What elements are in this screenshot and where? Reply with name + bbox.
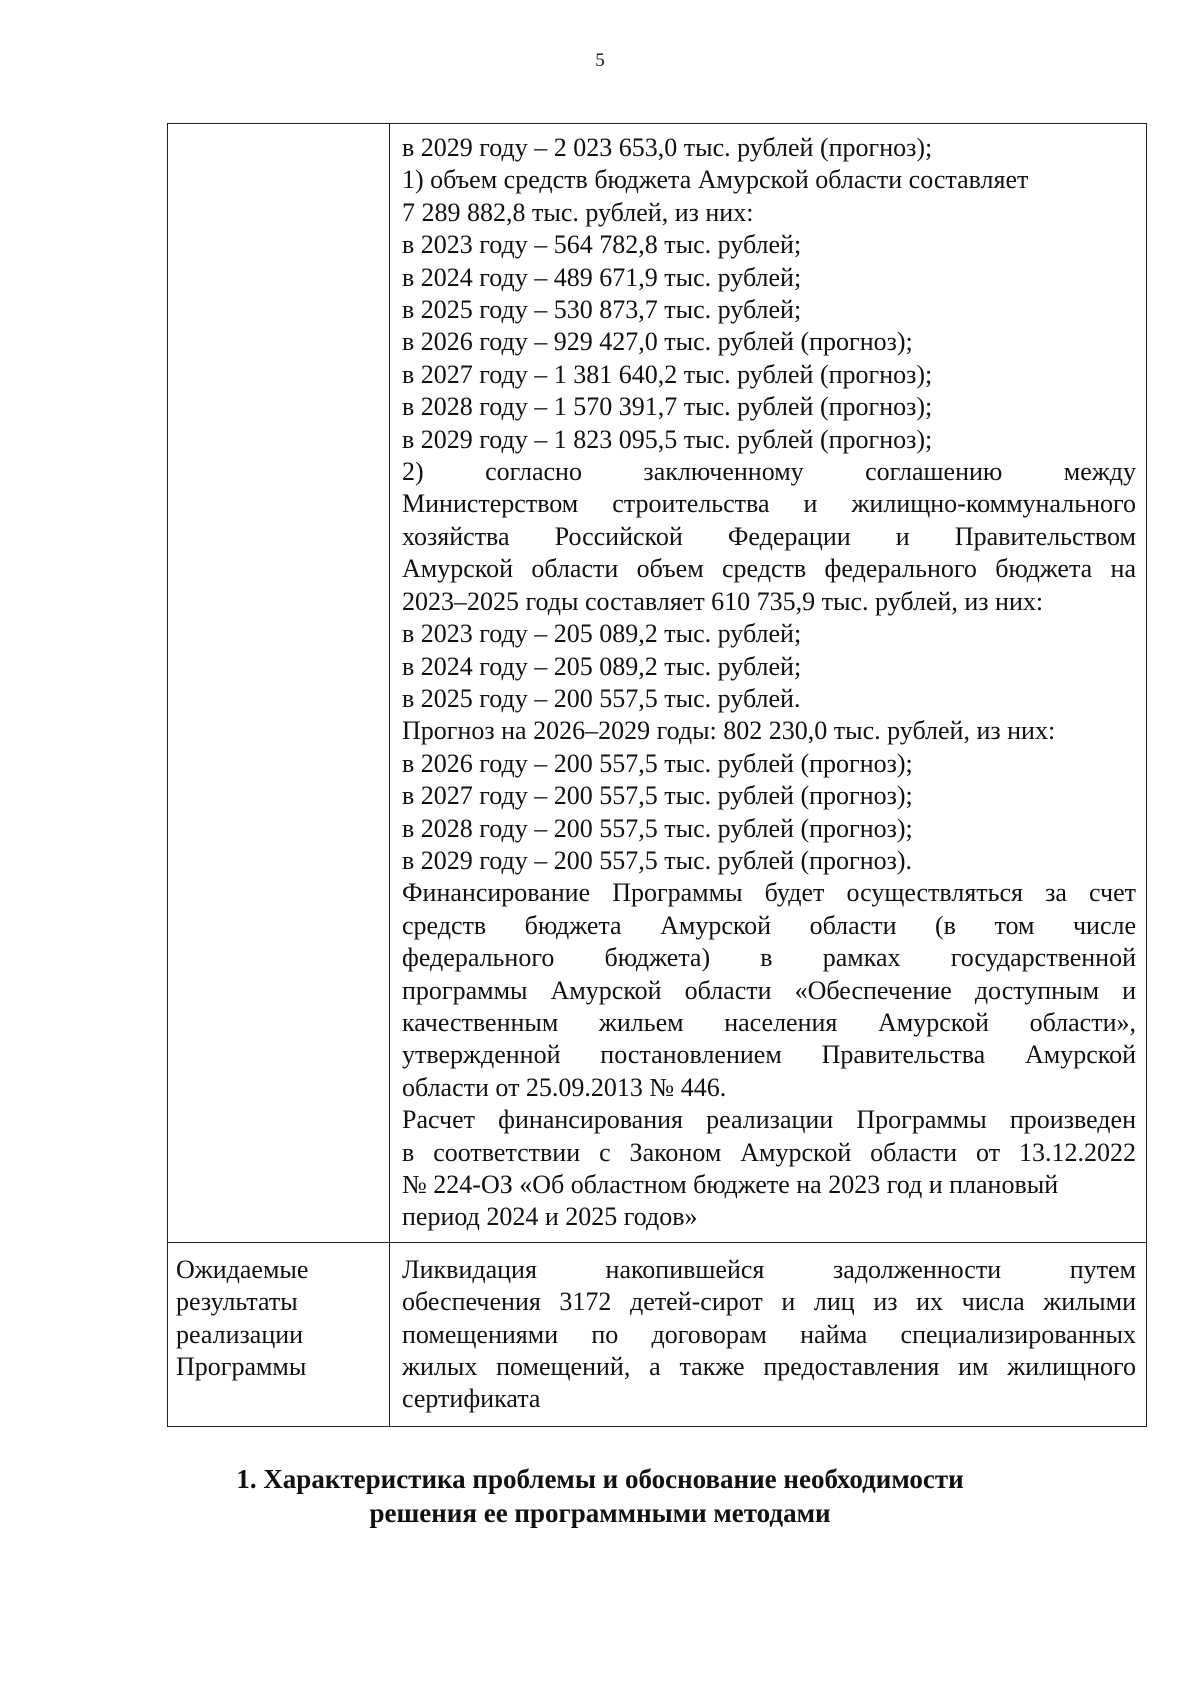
- passport-table: [167, 123, 1147, 1427]
- text-line: в 2024 году – 205 089,2 тыс. рублей;: [402, 651, 802, 681]
- text-line: Ликвидация накопившейся задолженности путем: [402, 1254, 1136, 1284]
- section-heading-line-1: 1. Характеристика проблемы и обоснование необходимости: [236, 1464, 964, 1494]
- label-line: Программы: [176, 1352, 307, 1382]
- text-line: в 2028 году – 200 557,5 тыс. рублей (прогноз);: [402, 813, 913, 843]
- text-line: в 2029 году – 1 823 095,5 тыс. рублей (прогноз);: [402, 424, 933, 454]
- text-line: 1) объем средств бюджета Амурской области составляет: [402, 165, 1029, 195]
- table-cell-label-expected-results: [168, 1242, 390, 1426]
- text-line: 7 289 882,8 тыс. рублей, из них:: [402, 197, 754, 227]
- text-line: качественным жильем населения Амурской области»,: [402, 1007, 1136, 1037]
- text-line: обеспечения 3172 детей-сирот и лиц из их числа жилыми: [402, 1287, 1136, 1317]
- text-line: Прогноз на 2026–2029 годы: 802 230,0 тыс. рублей, из них:: [402, 716, 1056, 746]
- label-line: Ожидаемые: [176, 1254, 309, 1284]
- text-line: Финансирование Программы будет осуществляться за счет: [402, 878, 1136, 908]
- text-line: в 2027 году – 200 557,5 тыс. рублей (прогноз);: [402, 781, 913, 811]
- text-line: программы Амурской области «Обеспечение доступным и: [402, 975, 1136, 1005]
- label-line: результаты: [176, 1287, 298, 1317]
- table-cell-expected-results-text: [390, 1242, 1147, 1426]
- text-line: помещениями по договорам найма специализированных: [402, 1319, 1136, 1349]
- section-heading: [0, 1462, 1200, 1530]
- table-row-expected-results: [168, 1242, 1147, 1426]
- text-line: 2) согласно заключенному соглашению между: [402, 457, 1136, 487]
- text-line: № 224-ОЗ «Об областном бюджете на 2023 год и плановый: [402, 1170, 1059, 1199]
- text-line: в 2028 году – 1 570 391,7 тыс. рублей (прогноз);: [402, 392, 933, 422]
- text-line: в 2025 году – 530 873,7 тыс. рублей;: [402, 295, 802, 325]
- text-line: в 2025 году – 200 557,5 тыс. рублей.: [402, 683, 801, 713]
- section-heading-line-2: решения ее программными методами: [369, 1498, 831, 1528]
- text-line: Расчет финансирования реализации Программы произведен: [402, 1105, 1136, 1135]
- text-line: в 2023 году – 564 782,8 тыс. рублей;: [402, 230, 802, 260]
- text-line: средств бюджета Амурской области (в том числе: [402, 910, 1136, 940]
- text-line: в 2023 году – 205 089,2 тыс. рублей;: [402, 619, 802, 649]
- text-line: период 2024 и 2025 годов»: [402, 1202, 698, 1232]
- table-row-funding: [168, 124, 1147, 1243]
- text-line: федерального бюджета) в рамках государственной: [402, 943, 1136, 973]
- text-line: в 2024 году – 489 671,9 тыс. рублей;: [402, 262, 802, 292]
- text-line: сертификата: [402, 1384, 541, 1414]
- table-cell-label-empty: [168, 124, 390, 1243]
- text-line: хозяйства Российской Федерации и Правительством: [402, 521, 1136, 551]
- text-line: в 2029 году – 200 557,5 тыс. рублей (прогноз).: [402, 845, 913, 875]
- text-line: в соответствии с Законом Амурской области от 13.12.2022: [402, 1137, 1136, 1167]
- text-line: области от 25.09.2013 № 446.: [402, 1072, 727, 1102]
- text-line: 2023–2025 годы составляет 610 735,9 тыс. рублей, из них:: [402, 586, 1044, 616]
- text-line: жилых помещений, а также предоставления им жилищного: [402, 1352, 1136, 1382]
- page-number: 5: [595, 50, 605, 71]
- text-line: в 2029 году – 2 023 653,0 тыс. рублей (прогноз);: [402, 133, 933, 162]
- text-line: Амурской области объем средств федерального бюджета на: [402, 554, 1136, 584]
- table-cell-funding-text: [390, 124, 1147, 1243]
- label-line: реализации: [176, 1319, 304, 1349]
- text-line: в 2026 году – 200 557,5 тыс. рублей (прогноз);: [402, 748, 913, 778]
- text-line: Министерством строительства и жилищно-коммунального: [402, 489, 1136, 519]
- text-line: в 2026 году – 929 427,0 тыс. рублей (прогноз);: [402, 327, 913, 357]
- text-line: утвержденной постановлением Правительства Амурской: [402, 1040, 1136, 1070]
- text-line: в 2027 году – 1 381 640,2 тыс. рублей (прогноз);: [402, 359, 933, 389]
